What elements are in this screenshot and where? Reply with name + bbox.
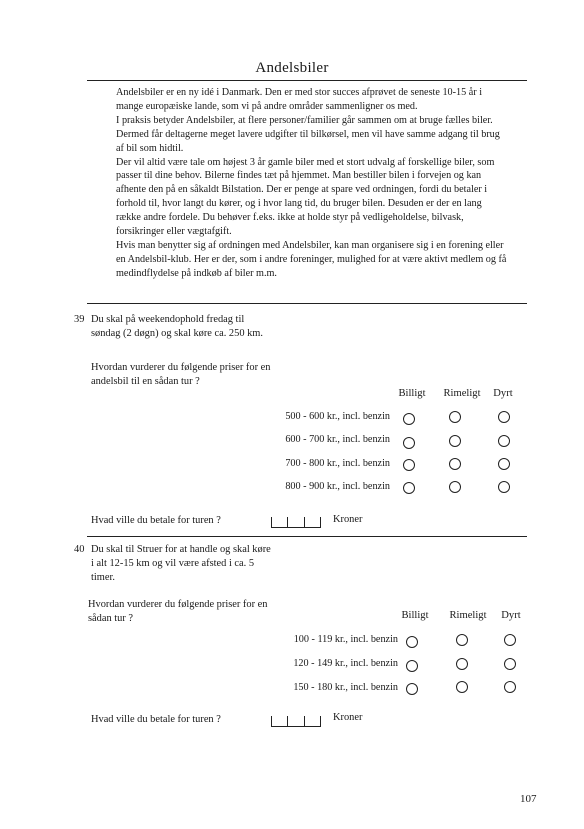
question-prompt: Hvordan vurderer du følgende priser for en andelsbil til en sådan tur ? (91, 362, 271, 387)
price-option-label: 150 - 180 kr., incl. benzin (293, 682, 398, 693)
intro-paragraph: Andelsbiler er en ny idé i Danmark. Den er med stor succes afprøvet de seneste 10-15 år i mange europæiske lande, som vi på andre områder sammenligner os med. (116, 87, 483, 112)
price-option-label: 600 - 700 kr., incl. benzin (285, 434, 390, 445)
currency-label: Kroner (333, 514, 363, 525)
question-number: 39 (74, 314, 85, 325)
column-header-rimeligt: Rimeligt (449, 610, 487, 621)
radio-billigt[interactable] (403, 437, 415, 449)
column-header-dyrt: Dyrt (493, 388, 513, 399)
price-option-label: 100 - 119 kr., incl. benzin (293, 634, 398, 645)
page-number: 107 (520, 793, 537, 805)
amount-input-boxes[interactable] (271, 517, 321, 528)
pay-question: Hvad ville du betale for turen ? (91, 714, 221, 725)
intro-paragraph: I praksis betyder Andelsbiler, at flere personer/familier går sammen om at bruge fælles biler. Dermed får deltagerne meget lavere udgifter til bilkørsel, men vil have samme adgang til brug af bil som hidtil. (116, 114, 500, 154)
radio-dyrt[interactable] (504, 658, 516, 670)
question-text: Du skal på weekendophold fredag til søndag (2 døgn) og skal køre ca. 250 km. (91, 314, 263, 339)
question-text: Du skal til Struer for at handle og skal køre i alt 12-15 km og vil være afsted i ca. 5 timer. (91, 544, 271, 583)
page-title: Andelsbiler (255, 60, 329, 76)
question-number: 40 (74, 544, 85, 555)
question-prompt: Hvordan vurderer du følgende priser for en sådan tur ? (88, 599, 268, 624)
radio-dyrt[interactable] (504, 681, 516, 693)
radio-rimeligt[interactable] (449, 458, 461, 470)
radio-billigt[interactable] (406, 683, 418, 695)
radio-rimeligt[interactable] (449, 481, 461, 493)
radio-dyrt[interactable] (498, 458, 510, 470)
radio-rimeligt[interactable] (456, 634, 468, 646)
amount-input-boxes[interactable] (271, 716, 321, 727)
column-header-billigt: Billigt (401, 610, 429, 621)
intro-text (116, 86, 508, 281)
radio-dyrt[interactable] (498, 411, 510, 423)
radio-billigt[interactable] (406, 636, 418, 648)
radio-rimeligt[interactable] (456, 658, 468, 670)
radio-rimeligt[interactable] (456, 681, 468, 693)
price-option-label: 120 - 149 kr., incl. benzin (293, 658, 398, 669)
radio-billigt[interactable] (403, 482, 415, 494)
intro-paragraph: Der vil altid være tale om højest 3 år gamle biler med et stort udvalg af forskellige biler, som passer til dine behov. Bilerne findes tæt på hjemmet. Man bestiller bilen i forvejen og kan afhente den på en såkaldt Bilstation. Der er penge at spare ved ordningen, fordi du betaler i forhold til, hvor langt du kører, og i hvor lang tid, du bruger bilen. Desuden er der en lang række andre fordele. Du behøver f.eks. ikke at holde styr på vedligeholdelse, bilvask, forsikringer eller vægtafgift. (116, 156, 495, 238)
radio-rimeligt[interactable] (449, 411, 461, 423)
price-option-label: 800 - 900 kr., incl. benzin (285, 481, 390, 492)
radio-dyrt[interactable] (498, 481, 510, 493)
radio-dyrt[interactable] (504, 634, 516, 646)
column-header-dyrt: Dyrt (501, 610, 521, 621)
price-option-label: 700 - 800 kr., incl. benzin (285, 458, 390, 469)
radio-dyrt[interactable] (498, 435, 510, 447)
radio-billigt[interactable] (406, 660, 418, 672)
currency-label: Kroner (333, 712, 363, 723)
intro-paragraph: Hvis man benytter sig af ordningen med Andelsbiler, kan man organisere sig i en forening eller en Andelsbil-klub. Her er der, som i andre foreninger, mulighed for at være aktivt medlem og få medindflydelse på indkøb af biler m.m. (116, 239, 507, 279)
radio-rimeligt[interactable] (449, 435, 461, 447)
column-header-billigt: Billigt (398, 388, 426, 399)
radio-billigt[interactable] (403, 413, 415, 425)
price-option-label: 500 - 600 kr., incl. benzin (285, 411, 390, 422)
pay-question: Hvad ville du betale for turen ? (91, 515, 221, 526)
question-rule (87, 536, 527, 537)
radio-billigt[interactable] (403, 459, 415, 471)
intro-rule (87, 303, 527, 304)
column-header-rimeligt: Rimeligt (443, 388, 481, 399)
title-rule (87, 80, 527, 81)
